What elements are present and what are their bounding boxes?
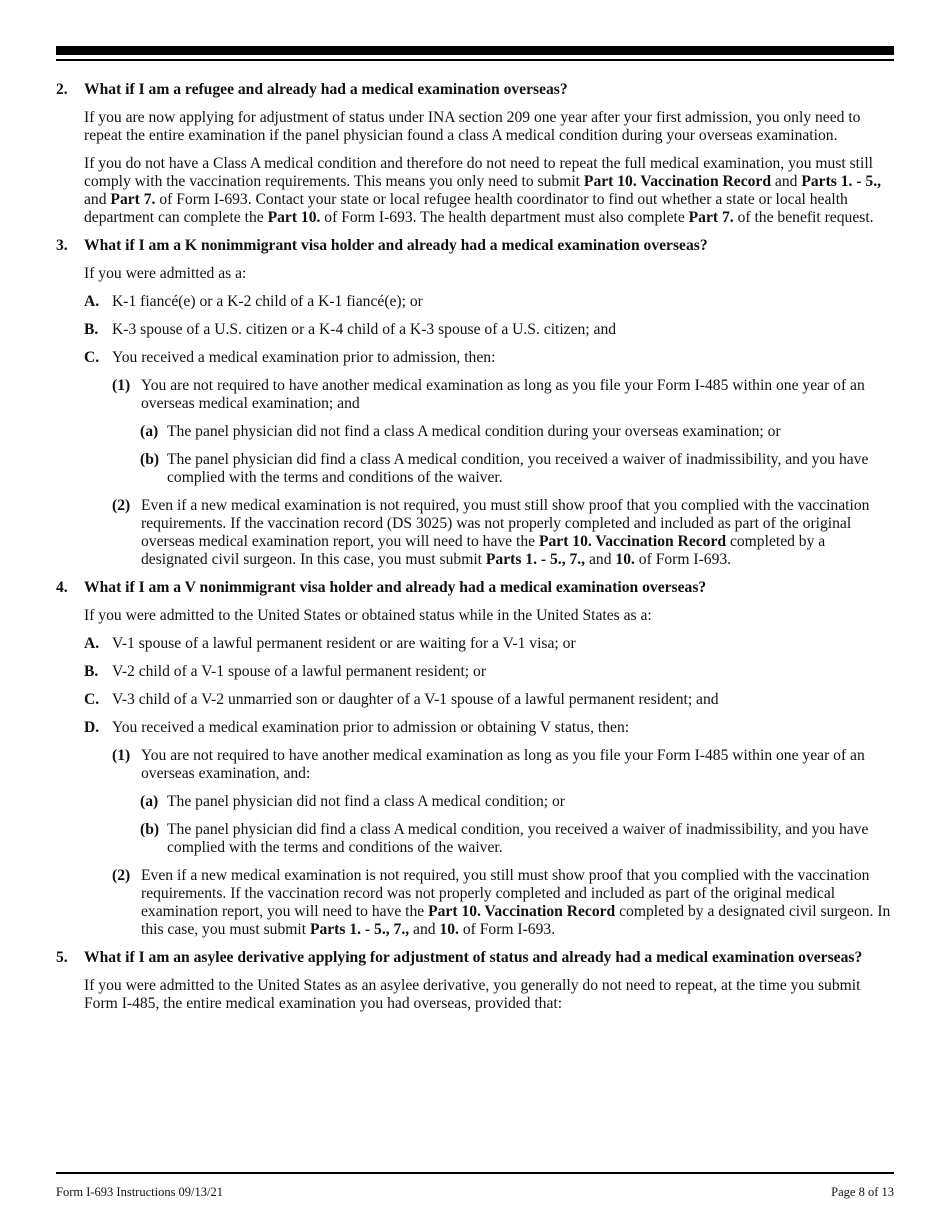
question-number: 5. (56, 949, 68, 966)
item-text: You received a medical examination prior to admission or obtaining V status, then: (112, 719, 630, 736)
question-number: 3. (56, 237, 68, 254)
page-number: Page 8 of 13 (831, 1185, 894, 1199)
item-label: B. (84, 663, 99, 680)
form-edition: Form I-693 Instructions 09/13/21 (56, 1185, 224, 1199)
question-text: What if I am a K nonimmigrant visa holder and already had a medical examination overseas? (84, 237, 708, 254)
top-rule-thick (56, 46, 894, 55)
list-item (84, 663, 894, 681)
item-text: Even if a new medical examination is not required, you still must show proof that you complied with the vaccination requirements. If the vaccination record was not properly completed and included as part of the original medical examination report, you will need to have the Part 10. Vaccination Record completed by a designated civil surgeon. In this case, you must submit Parts 1. - 5., 7., and 10. of Form I-693. (141, 867, 891, 938)
list-item (112, 747, 894, 783)
item-label: (b) (140, 821, 160, 838)
question-number: 4. (56, 579, 68, 596)
item-label: A. (84, 293, 100, 310)
list-item (84, 635, 894, 653)
list-item (140, 423, 894, 441)
section-5 (56, 949, 894, 1013)
item-label: C. (84, 349, 100, 366)
list-item (84, 349, 894, 367)
paragraph: If you were admitted to the United States as an asylee derivative, you generally do not need to repeat, at the time you submit Form I-485, the entire medical examination you had overseas, provided that: (84, 977, 861, 1012)
item-text: V-2 child of a V-1 spouse of a lawful permanent resident; or (112, 663, 487, 680)
item-label: (b) (140, 451, 160, 468)
footer-rule (56, 1172, 894, 1174)
item-text: V-1 spouse of a lawful permanent resident or are waiting for a V-1 visa; or (112, 635, 576, 652)
question-heading (56, 237, 894, 255)
list-item (140, 451, 894, 487)
question-heading (56, 949, 894, 967)
list-item (84, 321, 894, 339)
list-item (84, 719, 894, 737)
item-text: K-1 fiancé(e) or a K-2 child of a K-1 fiancé(e); or (112, 293, 423, 310)
item-text: You received a medical examination prior to admission, then: (112, 349, 496, 366)
item-text: The panel physician did find a class A medical condition, you received a waiver of inadmissibility, and you have complied with the terms and conditions of the waiver. (167, 451, 869, 486)
question-text: What if I am a refugee and already had a medical examination overseas? (84, 81, 568, 98)
list-item (112, 377, 894, 413)
item-text: You are not required to have another medical examination as long as you file your Form I-485 within one year of an overseas medical examination; and (141, 377, 865, 412)
item-text: The panel physician did find a class A medical condition, you received a waiver of inadmissibility, and you have complied with the terms and conditions of the waiver. (167, 821, 869, 856)
intro-text: If you were admitted to the United States or obtained status while in the United States as a: (84, 607, 652, 624)
list-item (112, 867, 894, 939)
item-text: You are not required to have another medical examination as long as you file your Form I-485 within one year of an overseas examination, and: (141, 747, 865, 782)
item-label: D. (84, 719, 100, 736)
question-heading (56, 579, 894, 597)
section-4 (56, 579, 894, 939)
item-label: (1) (112, 377, 131, 394)
item-label: A. (84, 635, 100, 652)
list-item (84, 293, 894, 311)
paragraph: If you are now applying for adjustment of status under INA section 209 one year after your first admission, you only need to repeat the entire examination if the panel physician found a class A medical condition during your overseas examination. (84, 109, 861, 144)
list-item (140, 793, 894, 811)
list-item (140, 821, 894, 857)
item-label: C. (84, 691, 100, 708)
section-2 (56, 81, 894, 227)
item-label: (2) (112, 867, 131, 884)
item-text: The panel physician did not find a class A medical condition; or (167, 793, 565, 810)
item-label: (1) (112, 747, 131, 764)
list-item (84, 691, 894, 709)
item-label: B. (84, 321, 99, 338)
question-heading (56, 81, 894, 99)
section-3 (56, 237, 894, 569)
item-text: Even if a new medical examination is not required, you must still show proof that you complied with the vaccination requirements. If the vaccination record (DS 3025) was not properly completed and included as part of the original overseas medical examination report, you will need to have the Part 10. Vaccination Record completed by a designated civil surgeon. In this case, you must submit Parts 1. - 5., 7., and 10. of Form I-693. (141, 497, 870, 568)
list-item (112, 497, 894, 569)
item-text: K-3 spouse of a U.S. citizen or a K-4 child of a K-3 spouse of a U.S. citizen; and (112, 321, 617, 338)
instructions-body (56, 81, 894, 1023)
intro-text: If you were admitted as a: (84, 265, 247, 282)
item-text: V-3 child of a V-2 unmarried son or daughter of a V-1 spouse of a lawful permanent resident; and (112, 691, 719, 708)
question-text: What if I am an asylee derivative applying for adjustment of status and already had a medical examination overseas? (84, 949, 863, 966)
item-label: (2) (112, 497, 131, 514)
paragraph: If you do not have a Class A medical condition and therefore do not need to repeat the full medical examination, you must still comply with the vaccination requirements. This means you only need to submit Part 10. Vaccination Record and Parts 1. - 5., and Part 7. of Form I-693. Contact your state or local refugee health coordinator to find out whether a state or local health department can complete the Part 10. of Form I-693. The health department must also complete Part 7. of the benefit request. (84, 155, 882, 226)
question-text: What if I am a V nonimmigrant visa holder and already had a medical examination overseas? (84, 579, 707, 596)
item-label: (a) (140, 423, 159, 440)
question-number: 2. (56, 81, 68, 98)
item-label: (a) (140, 793, 159, 810)
top-rule-thin (56, 59, 894, 61)
item-text: The panel physician did not find a class A medical condition during your overseas examination; or (167, 423, 781, 440)
